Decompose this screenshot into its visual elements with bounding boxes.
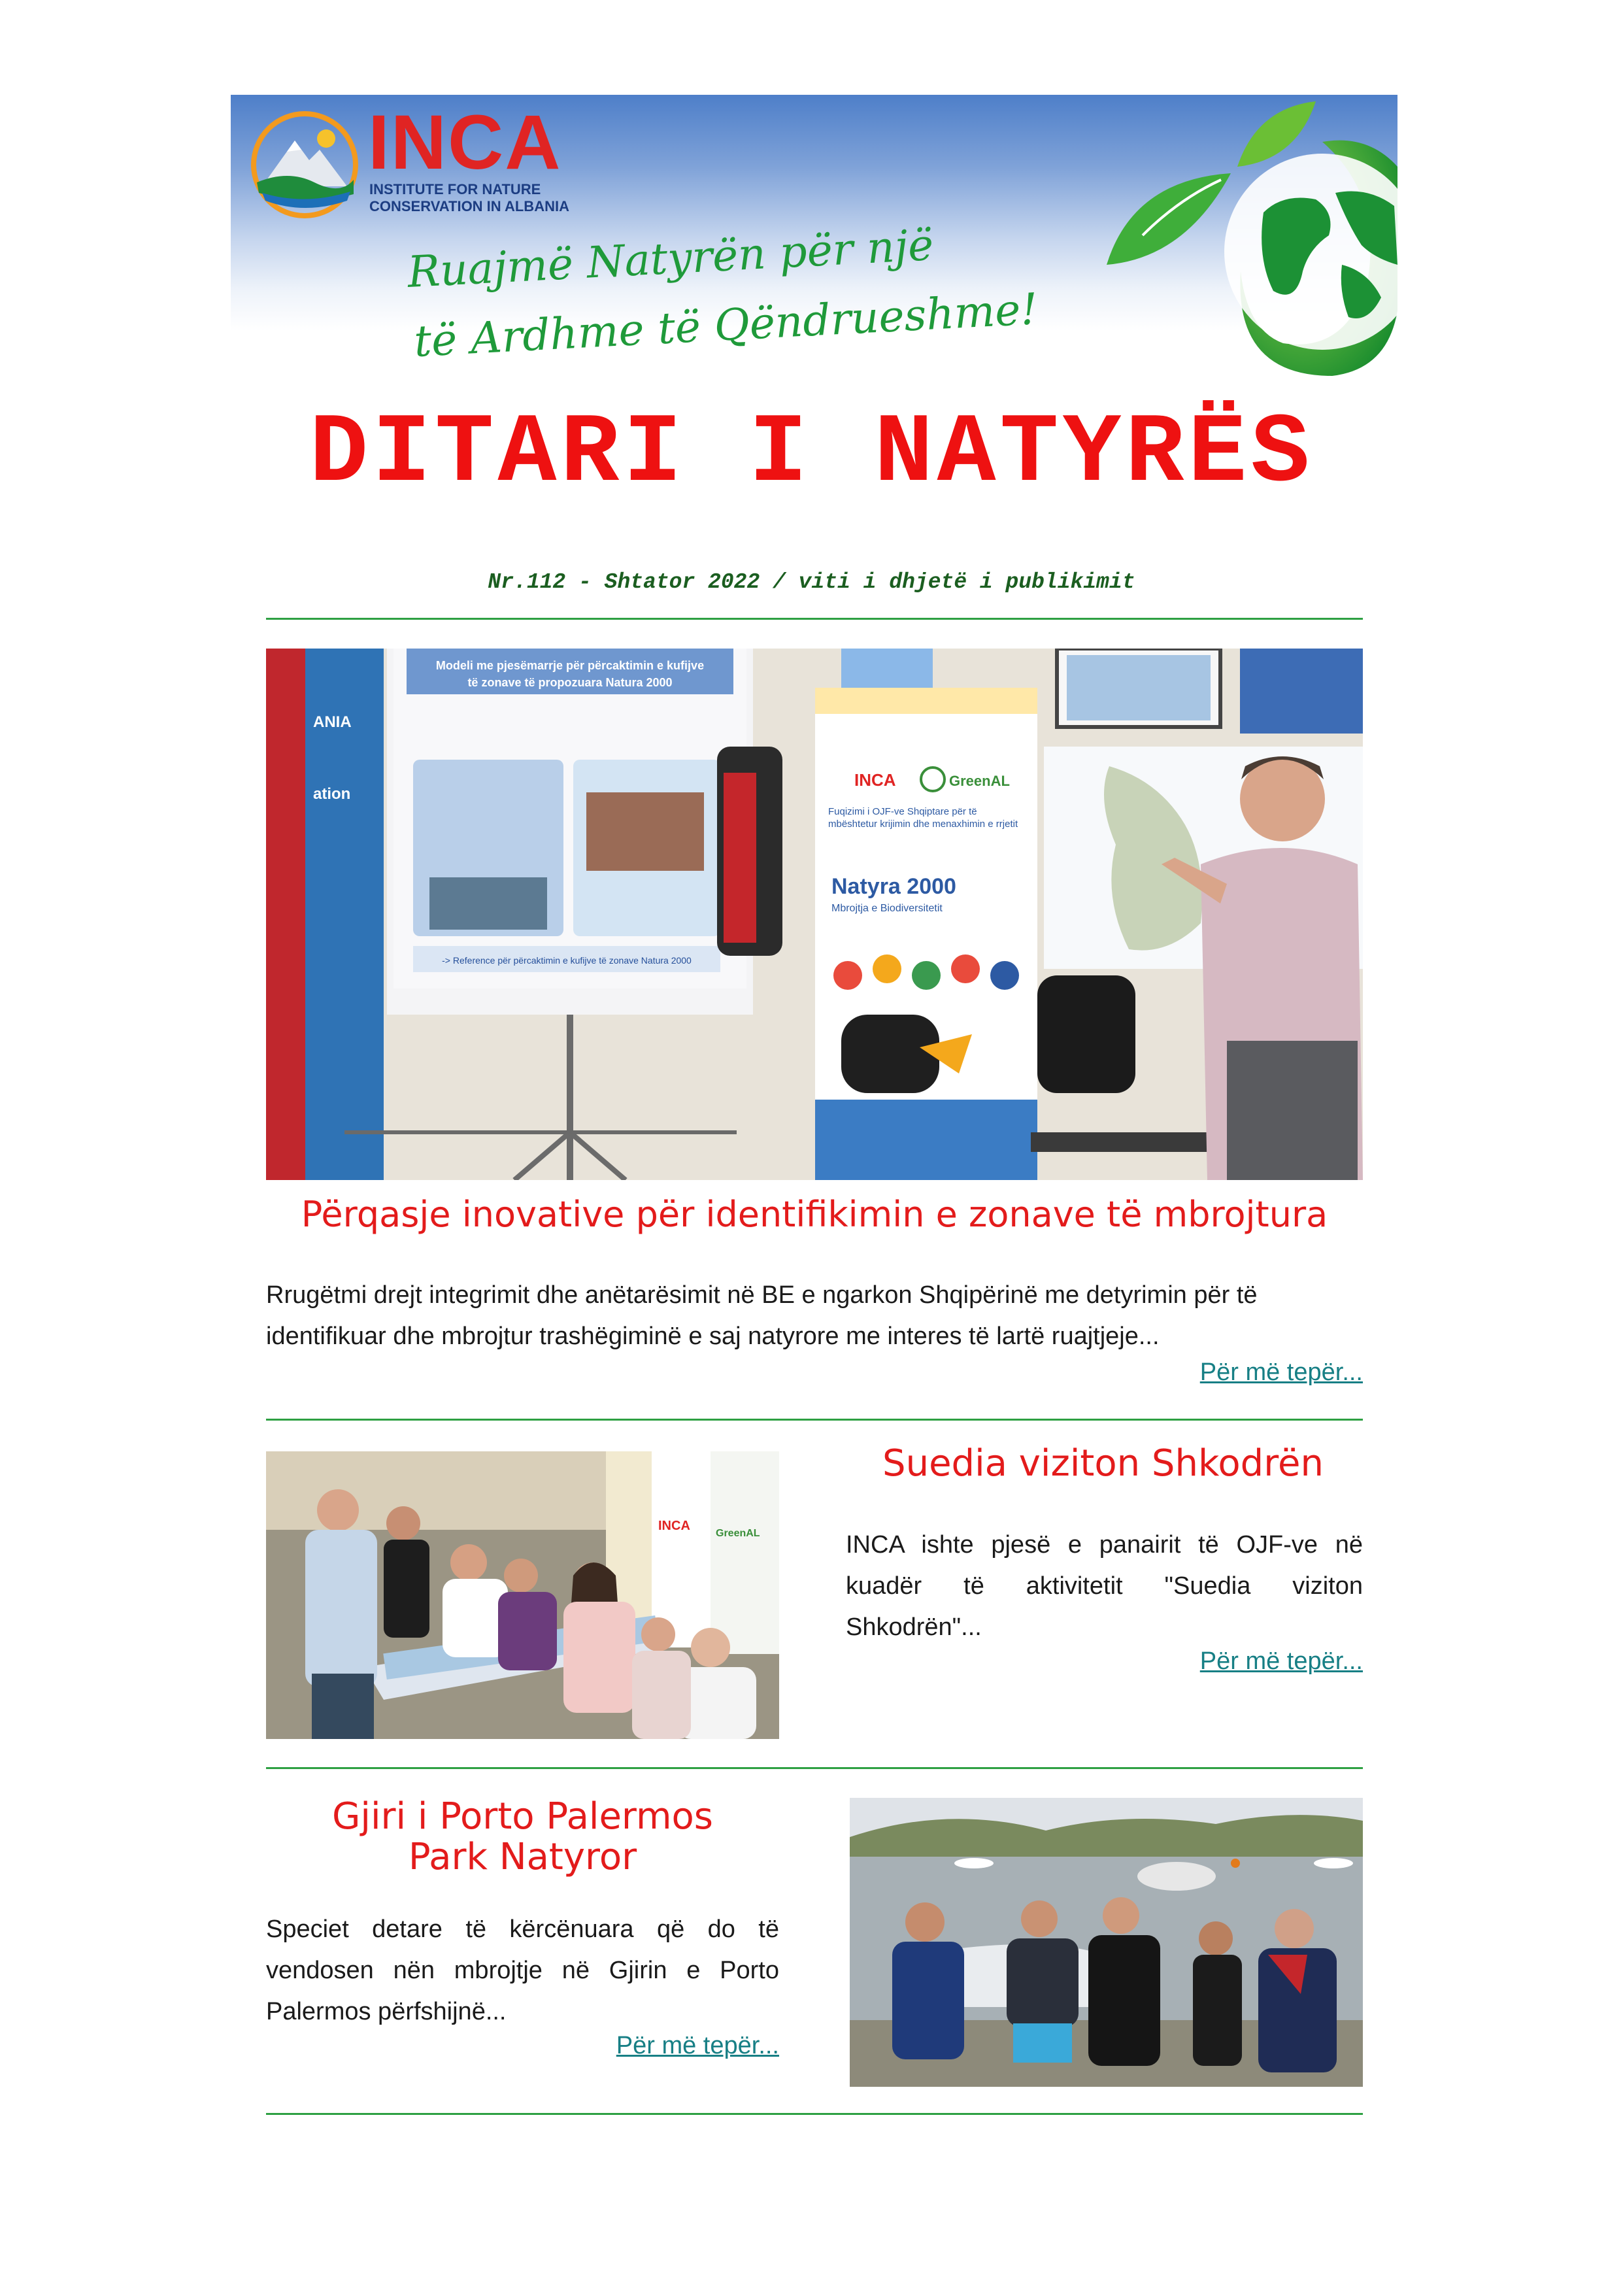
svg-text:ation: ation: [313, 785, 351, 803]
read-more-link[interactable]: Për më tepër...: [1199, 1359, 1363, 1386]
slide-title: të zonave të propozuara Natura 2000: [467, 676, 673, 689]
slogan-line: të Ardhme të Qëndrueshme!: [412, 284, 1039, 367]
divider: [266, 2113, 1363, 2115]
slogan-line: Ruajmë Natyrën për një: [406, 219, 935, 298]
divider: [266, 1767, 1363, 1769]
logo-tagline: CONSERVATION IN ALBANIA: [369, 198, 569, 214]
logo-name: INCA: [368, 99, 562, 186]
article-headline[interactable]: Suedia viziton Shkodrën: [882, 1442, 1324, 1485]
headline-line: Park Natyror: [408, 1835, 637, 1878]
issue-line: Nr.112 - Shtator 2022 / viti i dhjetë i publikimit: [488, 570, 1135, 594]
banner-sub: Mbrojtja e Biodiversitetit: [831, 903, 943, 914]
slide-footer: -> Reference për përcaktimin e kufijve të zonave Natura 2000: [442, 955, 692, 966]
divider: [266, 618, 1363, 620]
read-more-link[interactable]: Për më tepër...: [1199, 1647, 1363, 1675]
slide-title: Modeli me pjesëmarrje për përcaktimin e kufijve: [435, 659, 705, 672]
article-photo-presentation[interactable]: [266, 649, 1363, 1180]
globe-leaf-icon: [1107, 95, 1397, 382]
article-photo-divers[interactable]: [850, 1798, 1363, 2087]
inca-logo-icon: [249, 109, 360, 220]
article-photo-fair[interactable]: [266, 1451, 779, 1739]
article-summary: Speciet detare të kërcënuara që do të vendosen nën mbrojtje në Gjirin e Porto Palermos përfshijnë...: [266, 1916, 779, 2025]
article-summary: Rrugëtmi drejt integrimit dhe anëtarësimit në BE e ngarkon Shqipërinë me detyrimin për të identifikuar dhe mbrojtur trashëgiminë e saj natyrore me interes të lartë ruajtjeje...: [266, 1281, 1258, 1350]
headline-line: Gjiri i Porto Palermos: [332, 1795, 713, 1838]
banner-text: Fuqizimi i OJF-ve Shqiptare për të mbështetur krijimin dhe menaxhimin e rrjetit: [828, 806, 1018, 830]
article-headline[interactable]: [266, 1797, 779, 1877]
banner-org: INCA: [854, 770, 896, 790]
logo-tagline: INSTITUTE FOR NATURE: [369, 181, 541, 197]
newsletter-title: DITARI I NATYRËS: [309, 399, 1314, 510]
header-banner: [231, 95, 1397, 382]
article-summary: INCA ishte pjesë e panairit të OJF-ve në kuadër të aktivitetit "Suedia viziton Shkodrën"...: [846, 1531, 1363, 1641]
porto-palermo-photo: [850, 1798, 1363, 2087]
banner-highlight: Natyra 2000: [831, 874, 956, 899]
article-headline[interactable]: Përqasje inovative për identifikimin e zonave të mbrojtura: [301, 1194, 1328, 1235]
banner-partner: GreenAL: [949, 773, 1010, 789]
fair-banner-partner: GreenAL: [716, 1528, 760, 1539]
presentation-photo: [266, 649, 1363, 1180]
read-more-link[interactable]: Për më tepër...: [616, 2032, 779, 2059]
fair-banner-org: INCA: [658, 1519, 690, 1533]
svg-text:ANIA: ANIA: [313, 713, 352, 731]
divider: [266, 1419, 1363, 1421]
ngo-fair-photo: [266, 1451, 779, 1739]
